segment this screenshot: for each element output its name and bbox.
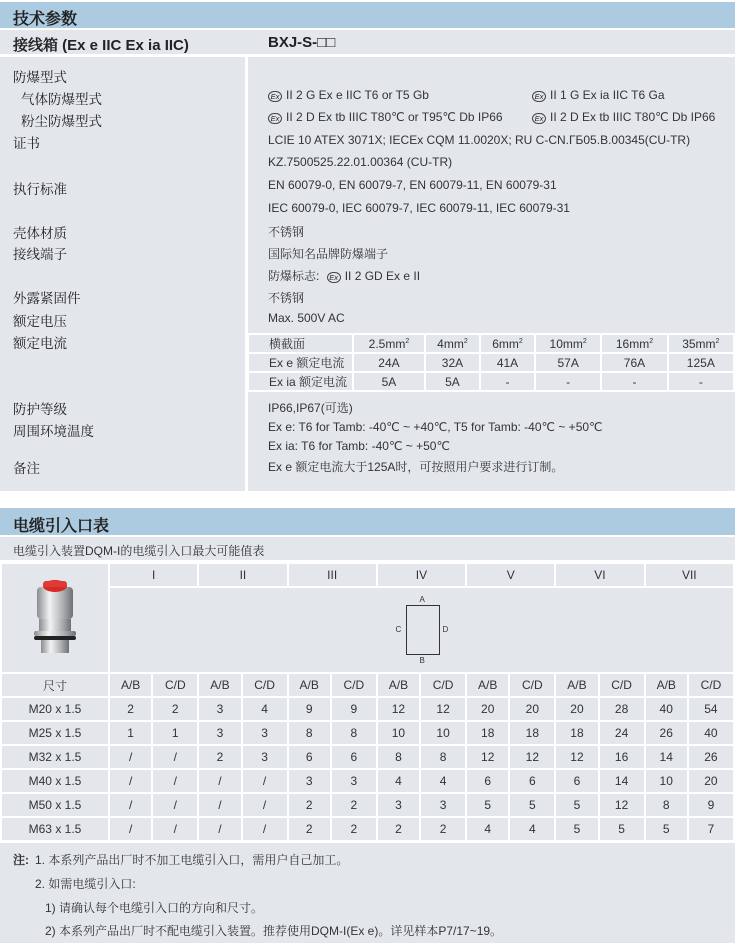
table-cell: 14 <box>645 745 688 769</box>
size-cell: M40 x 1.5 <box>1 769 109 793</box>
table-cell: 20 <box>688 769 734 793</box>
product-name: 接线箱 (Ex e IIC Ex ia IIC) <box>13 37 189 54</box>
model-code: BXJ-S-□□ <box>268 34 336 51</box>
table-cell: 16 <box>599 745 645 769</box>
table-cell: 4 <box>377 769 420 793</box>
dust-marking-1 <box>268 110 503 124</box>
table-cell: 12 <box>377 697 420 721</box>
table-cell: 5 <box>555 793 598 817</box>
table-cell: 2 <box>420 817 466 841</box>
column-header-v: V <box>466 563 555 587</box>
table-cell: A/B <box>645 673 688 697</box>
table-cell: / <box>109 745 152 769</box>
product-name-row <box>0 30 735 54</box>
table-cell: 76A <box>601 353 667 372</box>
ex-mark-icon: Ex <box>327 272 341 283</box>
table-cell: A/B <box>377 673 420 697</box>
table-cell: 18 <box>509 721 555 745</box>
ex-mark-icon: Ex <box>268 91 282 102</box>
table-row <box>1 745 734 769</box>
table-cell: 5A <box>425 372 480 391</box>
table-row <box>1 793 734 817</box>
table-cell: / <box>242 817 288 841</box>
label-terminal: 接线端子 <box>13 247 67 262</box>
table-cell: 3 <box>331 769 377 793</box>
certificate-line-2: KZ.7500525.22.01.00364 (CU-TR) <box>268 155 453 169</box>
table-cell: 2 <box>331 793 377 817</box>
table-cell: 7 <box>688 817 734 841</box>
orientation-diagram-cell <box>109 587 734 673</box>
table-cell: $16mm^2$ <box>601 334 667 353</box>
table-cell: 26 <box>645 721 688 745</box>
table-cell: / <box>198 793 241 817</box>
table-cell: 5 <box>466 793 509 817</box>
dust-marking-text: II 2 D Ex tb IIIC T80℃ Db IP66 <box>550 110 716 124</box>
protection-value: IP66,IP67(可选) <box>268 401 353 415</box>
standard-line-1: EN 60079-0, EN 60079-7, EN 60079-11, EN 60079-31 <box>268 178 557 192</box>
table-row <box>1 721 734 745</box>
table-cell: 4 <box>466 817 509 841</box>
label-protection: 防护等级 <box>13 402 67 417</box>
table-cell: 2 <box>331 817 377 841</box>
table-cell: - <box>668 372 734 391</box>
table-cell: 2 <box>109 697 152 721</box>
label-gas-type: 气体防爆型式 <box>21 92 102 107</box>
gas-marking-text: II 1 G Ex ia IIC T6 Ga <box>550 88 665 102</box>
cable-entry-table <box>0 562 735 842</box>
table-cell: C/D <box>599 673 645 697</box>
table-cell: 18 <box>555 721 598 745</box>
note-2: 2. 如需电缆引入口: <box>35 877 136 891</box>
table-cell: 4 <box>509 817 555 841</box>
table-cell: 12 <box>420 697 466 721</box>
ambient-temp-line-2: Ex ia: T6 for Tamb: -40℃ ~ +50℃ <box>268 439 450 453</box>
table-cell: 3 <box>242 721 288 745</box>
diagram-label-d: D <box>442 625 449 634</box>
table-cell: 5 <box>599 817 645 841</box>
table-cell: 20 <box>509 697 555 721</box>
table-cell: / <box>152 769 198 793</box>
size-cell: M32 x 1.5 <box>1 745 109 769</box>
gas-marking-2 <box>532 88 665 102</box>
table-cell: 5A <box>353 372 425 391</box>
terminal-marking-prefix: 防爆标志: <box>268 269 320 283</box>
table-cell: / <box>152 745 198 769</box>
table-cell: 54 <box>688 697 734 721</box>
certificate-line-1: LCIE 10 ATEX 3071X; IECEx CQM 11.0020X; RU C-CN.ГБ05.B.00345(CU-TR) <box>268 133 691 147</box>
label-rated-current: 额定电流 <box>13 336 67 351</box>
label-fasteners: 外露紧固件 <box>13 291 81 306</box>
table-cell: 14 <box>599 769 645 793</box>
diagram-label-a: A <box>419 595 425 604</box>
table-cell: 12 <box>466 745 509 769</box>
table-row <box>248 353 734 372</box>
label-certificate: 证书 <box>13 136 40 151</box>
ex-mark-icon: Ex <box>268 113 282 124</box>
table-cell: $6mm^2$ <box>480 334 535 353</box>
table-cell: 12 <box>555 745 598 769</box>
section-title: 技术参数 <box>13 11 78 28</box>
table-cell: / <box>198 817 241 841</box>
label-rated-voltage: 额定电压 <box>13 314 67 329</box>
table-cell: 3 <box>242 745 288 769</box>
table-cell: 6 <box>288 745 331 769</box>
orientation-diagram <box>392 595 452 665</box>
table-cell: 3 <box>420 793 466 817</box>
table-row <box>248 372 734 391</box>
label-remarks: 备注 <box>13 461 40 476</box>
ex-mark-icon: Ex <box>532 91 546 102</box>
table-cell: / <box>242 793 288 817</box>
table-cell: 10 <box>420 721 466 745</box>
table-cell: 1 <box>109 721 152 745</box>
table-cell: 6 <box>331 745 377 769</box>
table-cell: 3 <box>288 769 331 793</box>
table-row <box>1 769 734 793</box>
table-cell: 5 <box>555 817 598 841</box>
table-row <box>1 817 734 841</box>
table-cell: 9 <box>331 697 377 721</box>
gas-marking-text: II 2 G Ex e IIC T6 or T5 Gb <box>286 88 429 102</box>
table-cell: 40 <box>688 721 734 745</box>
cable-gland-icon <box>30 577 80 657</box>
table-cell: 41A <box>480 353 535 372</box>
size-header: 尺寸 <box>1 673 109 697</box>
table-cell: 3 <box>198 721 241 745</box>
table-cell: 8 <box>331 721 377 745</box>
table-cell: - <box>480 372 535 391</box>
table-cell: 5 <box>509 793 555 817</box>
cable-entry-rows <box>1 697 734 841</box>
table-row <box>1 673 734 697</box>
table-cell: / <box>152 793 198 817</box>
table-cell: C/D <box>242 673 288 697</box>
table-cell: 2 <box>288 817 331 841</box>
cable-entry-subtitle: 电缆引入装置DQM-I的电缆引入口最大可能值表 <box>13 544 265 558</box>
table-cell: $4mm^2$ <box>425 334 480 353</box>
fasteners-value: 不锈钢 <box>268 291 305 305</box>
notes-prefix: 注: <box>13 853 29 867</box>
remarks-value: Ex e 额定电流大于125A时，可按照用户要求进行订制。 <box>268 460 564 474</box>
label-explosion-type: 防爆型式 <box>13 70 67 85</box>
table-cell: 26 <box>688 745 734 769</box>
table-cell: / <box>198 769 241 793</box>
shell-material-value: 不锈钢 <box>268 225 305 239</box>
dust-marking-text: II 2 D Ex tb IIIC T80℃ or T95℃ Db IP66 <box>286 110 503 124</box>
table-cell: 3 <box>198 697 241 721</box>
table-row <box>1 563 734 587</box>
table-row <box>248 334 734 353</box>
table-cell: 8 <box>377 745 420 769</box>
table-cell: A/B <box>466 673 509 697</box>
table-cell: 18 <box>466 721 509 745</box>
table-cell: 10 <box>645 769 688 793</box>
cable-entry-subtitle-row <box>0 537 735 560</box>
table-cell: 3 <box>377 793 420 817</box>
table-cell: / <box>109 793 152 817</box>
table-cell: 2 <box>198 745 241 769</box>
table-cell: 6 <box>555 769 598 793</box>
table-cell: C/D <box>331 673 377 697</box>
gas-marking-1 <box>268 88 429 102</box>
table-cell: 32A <box>425 353 480 372</box>
table-cell: 9 <box>688 793 734 817</box>
label-dust-type: 粉尘防爆型式 <box>21 114 102 129</box>
table-cell: C/D <box>688 673 734 697</box>
table-cell: 20 <box>466 697 509 721</box>
table-cell: C/D <box>509 673 555 697</box>
table-cell: $2.5mm^2$ <box>353 334 425 353</box>
rated-current-table <box>247 333 735 392</box>
label-standard: 执行标准 <box>13 182 67 197</box>
rated-voltage-value: Max. 500V AC <box>268 311 345 325</box>
table-cell: A/B <box>555 673 598 697</box>
table-cell: / <box>109 769 152 793</box>
table-cell: C/D <box>420 673 466 697</box>
standard-line-2: IEC 60079-0, IEC 60079-7, IEC 60079-11, IEC 60079-31 <box>268 201 570 215</box>
size-cell: M50 x 1.5 <box>1 793 109 817</box>
table-cell: 57A <box>535 353 601 372</box>
diagram-label-c: C <box>395 625 402 634</box>
table-cell: $10mm^2$ <box>535 334 601 353</box>
ambient-temp-line-1: Ex e: T6 for Tamb: -40℃ ~ +40℃, T5 for Tamb: -40℃ ~ +50℃ <box>268 420 603 434</box>
table-cell: 2 <box>377 817 420 841</box>
table-cell: 6 <box>509 769 555 793</box>
table-cell: 6 <box>466 769 509 793</box>
tech-params-header <box>0 2 735 28</box>
table-row <box>1 697 734 721</box>
table-row <box>1 587 734 673</box>
table-cell: 4 <box>420 769 466 793</box>
diagram-label-b: B <box>419 656 425 665</box>
table-cell: 28 <box>599 697 645 721</box>
size-cell: M63 x 1.5 <box>1 817 109 841</box>
table-cell: 2 <box>152 697 198 721</box>
section-title: 电缆引入口表 <box>13 518 110 535</box>
size-cell: M20 x 1.5 <box>1 697 109 721</box>
notes-panel <box>0 843 735 943</box>
table-cell: 5 <box>645 817 688 841</box>
column-header-iii: III <box>288 563 377 587</box>
note-2-1: 1) 请确认每个电缆引入口的方向和尺寸。 <box>45 901 264 915</box>
table-cell: 24A <box>353 353 425 372</box>
table-cell: 8 <box>645 793 688 817</box>
table-cell: 24 <box>599 721 645 745</box>
column-header-vii: VII <box>645 563 734 587</box>
cable-gland-image-cell <box>1 563 109 673</box>
table-cell: 40 <box>645 697 688 721</box>
table-cell: A/B <box>109 673 152 697</box>
column-header-i: I <box>109 563 198 587</box>
column-header-iv: IV <box>377 563 466 587</box>
label-ambient-temp: 周围环境温度 <box>13 424 94 439</box>
column-header-ii: II <box>198 563 287 587</box>
dust-marking-2 <box>532 110 715 124</box>
table-cell: 8 <box>420 745 466 769</box>
size-cell: M25 x 1.5 <box>1 721 109 745</box>
table-cell: 20 <box>555 697 598 721</box>
table-cell: - <box>535 372 601 391</box>
table-cell: 横截面 <box>248 334 353 353</box>
ex-mark-icon: Ex <box>532 113 546 124</box>
table-cell: / <box>242 769 288 793</box>
table-cell: C/D <box>152 673 198 697</box>
terminal-value-1: 国际知名品牌防爆端子 <box>268 247 389 261</box>
cable-entry-header <box>0 508 735 535</box>
table-cell: 2 <box>288 793 331 817</box>
table-cell: / <box>109 817 152 841</box>
table-cell: 12 <box>599 793 645 817</box>
table-cell: 10 <box>377 721 420 745</box>
table-cell: 4 <box>242 697 288 721</box>
note-1: 1. 本系列产品出厂时不加工电缆引入口，需用户自己加工。 <box>35 853 349 867</box>
table-cell: 12 <box>509 745 555 769</box>
terminal-marking-text: II 2 GD Ex e II <box>344 269 421 283</box>
terminal-value-2 <box>268 267 420 284</box>
diagram-box <box>406 605 440 655</box>
table-cell: Ex e 额定电流 <box>248 353 353 372</box>
table-cell: $35mm^2$ <box>668 334 734 353</box>
table-cell: 9 <box>288 697 331 721</box>
table-cell: 1 <box>152 721 198 745</box>
table-cell: Ex ia 额定电流 <box>248 372 353 391</box>
table-cell: A/B <box>198 673 241 697</box>
table-cell: 125A <box>668 353 734 372</box>
table-cell: - <box>601 372 667 391</box>
table-cell: 8 <box>288 721 331 745</box>
table-cell: A/B <box>288 673 331 697</box>
column-header-vi: VI <box>555 563 644 587</box>
label-shell-material: 壳体材质 <box>13 226 67 241</box>
note-2-2: 2) 本系列产品出厂时不配电缆引入装置。推荐使用DQM-I(Ex e)。详见样本P7/17~19。 <box>45 924 503 938</box>
table-cell: / <box>152 817 198 841</box>
